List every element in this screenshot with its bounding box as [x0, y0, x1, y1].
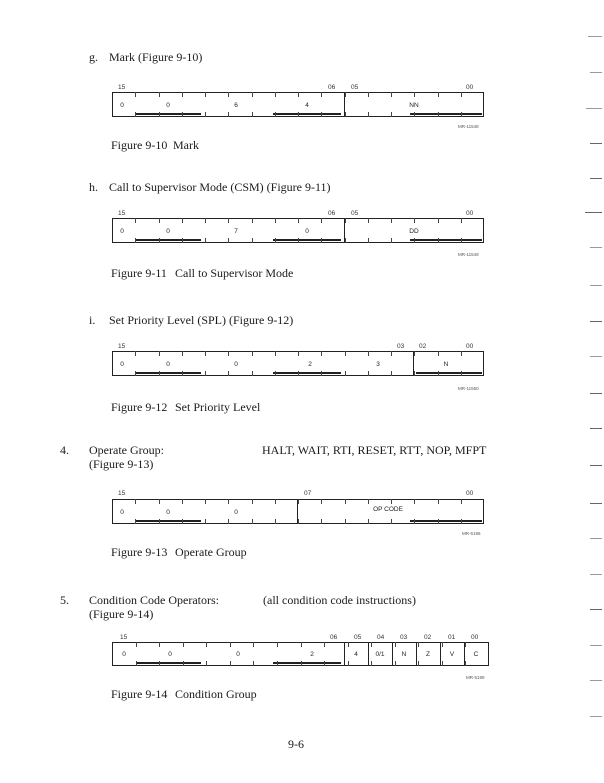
- bit-tick: [253, 642, 254, 647]
- bit-tick: [159, 238, 160, 243]
- bit-tick: [206, 642, 207, 647]
- field-value: OP CODE: [373, 506, 403, 513]
- bit-tick: [182, 112, 183, 117]
- section-4-title: Operate Group:: [89, 443, 164, 457]
- bit-tick: [321, 371, 322, 376]
- bit-tick: [228, 519, 229, 524]
- bit-tick: [136, 661, 137, 666]
- bit-tick: [298, 218, 299, 223]
- bit-tick: [438, 218, 439, 223]
- field-value: 0: [234, 361, 238, 368]
- bit-label: 15: [118, 490, 126, 497]
- caption-number: Figure 9-14: [111, 687, 168, 701]
- bit-tick: [135, 218, 136, 223]
- bit-tick: [159, 519, 160, 524]
- field-value: 7: [234, 228, 238, 235]
- bit-tick: [275, 371, 276, 376]
- bit-tick: [368, 499, 369, 504]
- figure-ref-code: MR-11548: [458, 124, 479, 129]
- bit-tick: [461, 112, 462, 117]
- field-value: 0: [122, 651, 126, 658]
- bit-tick: [368, 218, 369, 223]
- field-value: 0: [305, 228, 309, 235]
- bit-tick: [159, 661, 160, 666]
- bit-tick: [345, 519, 346, 524]
- caption-text: Mark: [173, 138, 199, 152]
- bit-tick: [414, 92, 415, 97]
- figure-ref-code: MR-11550: [458, 386, 479, 391]
- bit-tick: [391, 519, 392, 524]
- bit-label: 15: [118, 84, 126, 91]
- bit-tick: [438, 499, 439, 504]
- bit-tick: [345, 112, 346, 117]
- bit-tick: [252, 238, 253, 243]
- bit-label: 06: [328, 210, 336, 217]
- bit-tick: [228, 238, 229, 243]
- bit-tick: [135, 238, 136, 243]
- bit-tick: [205, 519, 206, 524]
- bit-label: 15: [118, 210, 126, 217]
- bit-tick: [371, 642, 372, 647]
- bit-tick: [159, 218, 160, 223]
- bit-tick: [252, 499, 253, 504]
- bit-label: 05: [354, 634, 362, 641]
- bit-tick: [298, 92, 299, 97]
- bit-label: 15: [120, 634, 128, 641]
- bit-tick: [135, 371, 136, 376]
- field-value: 0: [120, 228, 124, 235]
- bit-tick: [368, 92, 369, 97]
- bit-tick: [414, 499, 415, 504]
- bit-tick: [228, 499, 229, 504]
- bit-label: 05: [351, 210, 359, 217]
- bit-tick: [228, 218, 229, 223]
- bit-label: 02: [424, 634, 432, 641]
- field-value: N: [443, 361, 449, 368]
- bit-tick: [438, 92, 439, 97]
- section-4-figref: (Figure 9-13): [89, 457, 154, 471]
- section-5-title: Condition Code Operators:: [89, 593, 219, 607]
- bit-tick: [159, 499, 160, 504]
- bit-tick: [391, 92, 392, 97]
- bit-tick: [206, 661, 207, 666]
- caption-number: Figure 9-11: [111, 266, 167, 280]
- caption-number: Figure 9-13: [111, 545, 168, 559]
- caption-text: Condition Group: [175, 687, 257, 701]
- bit-label: 06: [330, 634, 338, 641]
- bit-tick: [414, 238, 415, 243]
- bit-label: 02: [419, 343, 427, 350]
- section-4-number: 4.: [60, 443, 69, 457]
- bit-tick: [391, 112, 392, 117]
- bit-tick: [345, 351, 346, 356]
- bit-tick: [275, 238, 276, 243]
- bit-tick: [275, 92, 276, 97]
- bit-tick: [321, 218, 322, 223]
- bit-tick: [252, 92, 253, 97]
- field-value: C: [473, 651, 479, 658]
- bit-tick: [321, 112, 322, 117]
- bit-tick: [348, 642, 349, 647]
- bit-tick: [275, 218, 276, 223]
- bit-tick: [321, 519, 322, 524]
- bit-tick: [135, 112, 136, 117]
- bit-tick: [418, 661, 419, 666]
- bit-tick: [438, 371, 439, 376]
- bit-tick: [205, 218, 206, 223]
- bit-tick: [301, 661, 302, 666]
- bit-tick: [368, 351, 369, 356]
- field-value: 6: [234, 102, 238, 109]
- section-5-desc: (all condition code instructions): [263, 593, 416, 607]
- bit-tick: [414, 351, 415, 356]
- field-value: N: [401, 651, 407, 658]
- bit-tick: [395, 642, 396, 647]
- bit-tick: [228, 112, 229, 117]
- bit-tick: [205, 238, 206, 243]
- bit-label: 06: [328, 84, 336, 91]
- bit-label: 07: [304, 490, 312, 497]
- field-value: 0: [166, 228, 170, 235]
- bit-tick: [252, 218, 253, 223]
- heading-h: Call to Supervisor Mode (CSM) (Figure 9-11): [109, 180, 331, 194]
- field-value: 0: [120, 361, 124, 368]
- bit-tick: [324, 661, 325, 666]
- section-5-number: 5.: [60, 593, 69, 607]
- caption-text: Set Priority Level: [175, 400, 261, 414]
- bit-tick: [348, 661, 349, 666]
- bit-tick: [182, 499, 183, 504]
- heading-g-letter: g.: [89, 50, 98, 64]
- bit-tick: [438, 351, 439, 356]
- bit-label: 00: [466, 490, 474, 497]
- bit-tick: [438, 519, 439, 524]
- bit-tick: [230, 661, 231, 666]
- bit-tick: [275, 519, 276, 524]
- bit-tick: [252, 519, 253, 524]
- bit-tick: [135, 351, 136, 356]
- bit-tick: [205, 351, 206, 356]
- bit-tick: [298, 371, 299, 376]
- bit-tick: [275, 499, 276, 504]
- bit-tick: [461, 519, 462, 524]
- bit-tick: [345, 371, 346, 376]
- bit-tick: [230, 642, 231, 647]
- bit-tick: [182, 218, 183, 223]
- bit-tick: [321, 238, 322, 243]
- bit-tick: [183, 661, 184, 666]
- bit-label: 00: [471, 634, 479, 641]
- bit-tick: [136, 642, 137, 647]
- bit-tick: [159, 642, 160, 647]
- bit-tick: [277, 642, 278, 647]
- figure-ref-code: MR-5196: [462, 531, 481, 536]
- bit-tick: [228, 351, 229, 356]
- bit-tick: [368, 371, 369, 376]
- bit-tick: [135, 519, 136, 524]
- bit-tick: [461, 371, 462, 376]
- field-value: 2: [310, 651, 314, 658]
- bit-tick: [182, 351, 183, 356]
- field-value: 0: [166, 509, 170, 516]
- bit-tick: [252, 351, 253, 356]
- bit-tick: [159, 371, 160, 376]
- bit-tick: [414, 218, 415, 223]
- bit-tick: [368, 519, 369, 524]
- bit-tick: [442, 661, 443, 666]
- field-value: V: [449, 651, 455, 658]
- bit-tick: [205, 371, 206, 376]
- bit-tick: [438, 112, 439, 117]
- caption-number: Figure 9-12: [111, 400, 168, 414]
- bit-tick: [182, 92, 183, 97]
- bit-tick: [414, 519, 415, 524]
- field-value: 0: [234, 509, 238, 516]
- bit-tick: [298, 112, 299, 117]
- bit-tick: [252, 371, 253, 376]
- heading-g: Mark (Figure 9-10): [109, 50, 203, 64]
- field-value: 4: [305, 102, 309, 109]
- bit-tick: [418, 642, 419, 647]
- figure-ref-code: MR-11549: [458, 252, 479, 257]
- bit-tick: [438, 238, 439, 243]
- bit-tick: [442, 642, 443, 647]
- bit-tick: [183, 642, 184, 647]
- bit-tick: [277, 661, 278, 666]
- bit-label: 00: [466, 84, 474, 91]
- field-value: 0/1: [375, 651, 385, 658]
- section-4-desc: HALT, WAIT, RTI, RESET, RTT, NOP, MFPT: [262, 443, 487, 457]
- bit-label: 00: [466, 343, 474, 350]
- bit-tick: [205, 112, 206, 117]
- bit-tick: [465, 642, 466, 647]
- bit-tick: [345, 238, 346, 243]
- bit-tick: [298, 238, 299, 243]
- bit-tick: [228, 371, 229, 376]
- bit-tick: [371, 661, 372, 666]
- bit-tick: [182, 238, 183, 243]
- figure-ref-code: MR-5199: [466, 675, 485, 680]
- bit-tick: [368, 238, 369, 243]
- bit-tick: [321, 351, 322, 356]
- field-value: NN: [409, 102, 419, 109]
- bit-tick: [324, 642, 325, 647]
- bit-tick: [298, 499, 299, 504]
- bit-tick: [252, 112, 253, 117]
- field-value: 0: [168, 651, 172, 658]
- bit-tick: [301, 642, 302, 647]
- bit-tick: [345, 92, 346, 97]
- heading-h-letter: h.: [89, 180, 98, 194]
- bit-label: 01: [448, 634, 456, 641]
- bit-tick: [275, 112, 276, 117]
- bit-tick: [391, 499, 392, 504]
- bit-tick: [391, 371, 392, 376]
- bit-label: 03: [397, 343, 405, 350]
- bit-tick: [228, 92, 229, 97]
- field-value: 0: [120, 509, 124, 516]
- field-value: 3: [376, 361, 380, 368]
- bit-tick: [253, 661, 254, 666]
- bit-tick: [159, 351, 160, 356]
- caption-number: Figure 9-10: [111, 138, 168, 152]
- bit-tick: [391, 218, 392, 223]
- section-5-figref: (Figure 9-14): [89, 607, 154, 621]
- caption-text: Call to Supervisor Mode: [175, 266, 294, 280]
- field-value: 0: [120, 102, 124, 109]
- bit-tick: [321, 499, 322, 504]
- bit-tick: [465, 661, 466, 666]
- bit-tick: [461, 238, 462, 243]
- heading-i-letter: i.: [89, 313, 96, 327]
- bit-tick: [298, 519, 299, 524]
- bit-tick: [275, 351, 276, 356]
- bit-tick: [159, 92, 160, 97]
- bit-tick: [461, 92, 462, 97]
- bit-label: 15: [118, 343, 126, 350]
- bit-tick: [298, 351, 299, 356]
- bit-tick: [135, 499, 136, 504]
- bit-label: 04: [377, 634, 385, 641]
- bit-tick: [461, 351, 462, 356]
- bit-tick: [321, 92, 322, 97]
- bit-label: 05: [351, 84, 359, 91]
- heading-i: Set Priority Level (SPL) (Figure 9-12): [109, 313, 294, 327]
- bit-tick: [368, 112, 369, 117]
- bit-tick: [345, 218, 346, 223]
- bit-tick: [391, 238, 392, 243]
- bit-tick: [135, 92, 136, 97]
- bit-tick: [205, 92, 206, 97]
- bit-tick: [205, 499, 206, 504]
- field-value: 0: [166, 102, 170, 109]
- bit-tick: [414, 112, 415, 117]
- bit-tick: [345, 499, 346, 504]
- field-value: 4: [354, 651, 358, 658]
- bit-tick: [461, 218, 462, 223]
- field-value: 0: [236, 651, 240, 658]
- field-value: 2: [308, 361, 312, 368]
- bit-tick: [414, 371, 415, 376]
- bit-tick: [159, 112, 160, 117]
- caption-text: Operate Group: [175, 545, 247, 559]
- page-number: 9-6: [288, 737, 304, 751]
- bit-tick: [182, 371, 183, 376]
- field-value: Z: [426, 651, 430, 658]
- bit-tick: [182, 519, 183, 524]
- bit-label: 00: [466, 210, 474, 217]
- bit-tick: [461, 499, 462, 504]
- field-value: 0: [166, 361, 170, 368]
- bit-tick: [395, 661, 396, 666]
- bit-label: 03: [400, 634, 408, 641]
- bit-tick: [391, 351, 392, 356]
- field-value: DD: [409, 228, 419, 235]
